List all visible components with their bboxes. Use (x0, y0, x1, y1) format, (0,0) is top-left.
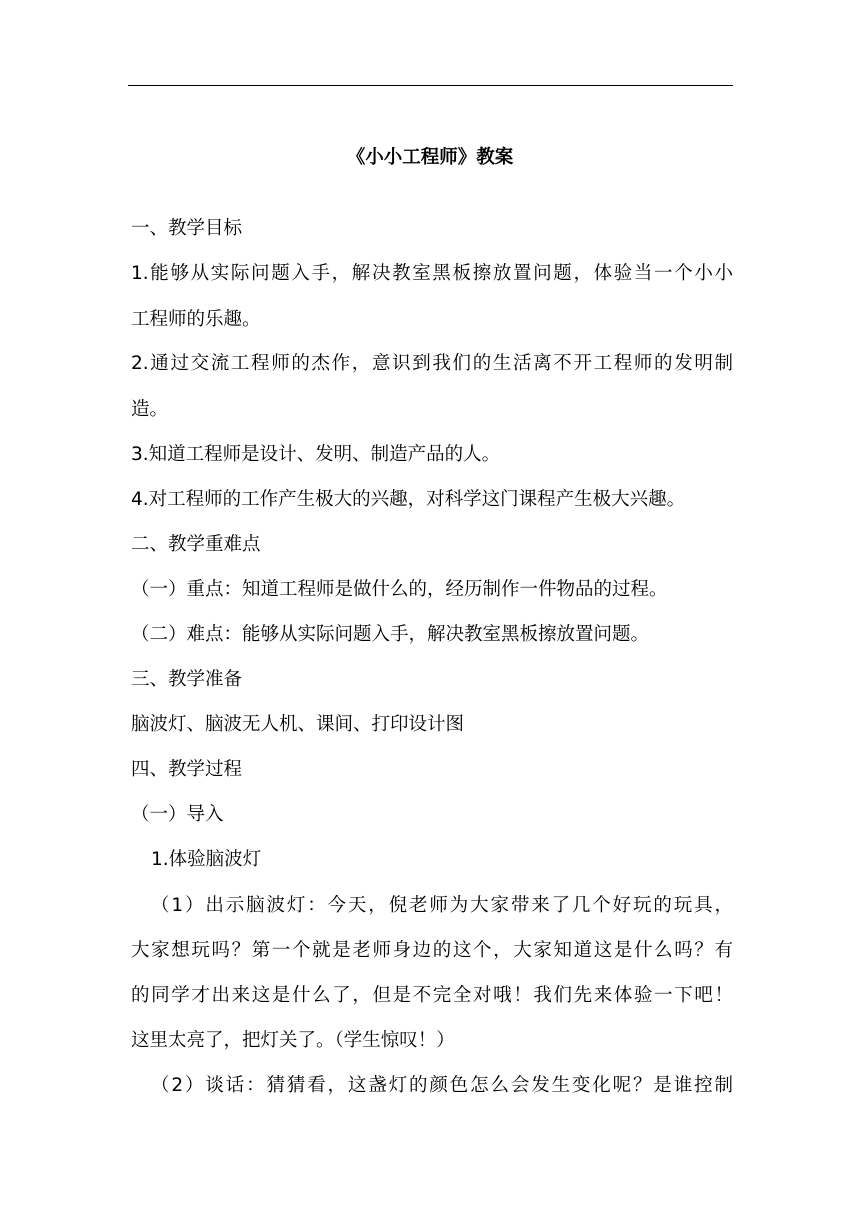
paragraph-line: （一）重点：知道工程师是做什么的，经历制作一件物品的过程。 (131, 579, 668, 600)
section-heading-process: 四、教学过程 (131, 759, 243, 780)
header-rule (128, 85, 733, 86)
paragraph-line: （2）谈话：猜猜看，这盏灯的颜色怎么会发生变化呢？是谁控制 (151, 1075, 733, 1096)
paragraph-line: 造。 (131, 399, 169, 420)
paragraph-line: 脑波灯、脑波无人机、课间、打印设计图 (131, 714, 465, 735)
paragraph-line: 1.能够从实际问题入手，解决教室黑板擦放置问题，体验当一个小小 (131, 263, 733, 284)
paragraph-line: 4.对工程师的工作产生极大的兴趣，对科学这门课程产生极大兴趣。 (131, 489, 686, 510)
section-heading-preparation: 三、教学准备 (131, 669, 243, 690)
paragraph-line: 3.知道工程师是设计、发明、制造产品的人。 (131, 444, 501, 465)
paragraph-line: 2.通过交流工程师的杰作，意识到我们的生活离不开工程师的发明制 (131, 353, 733, 374)
section-heading-key-points: 二、教学重难点 (131, 534, 261, 555)
section-heading-objectives: 一、教学目标 (131, 218, 243, 239)
subsection-heading: （一）导入 (131, 804, 224, 825)
paragraph-line: （1）出示脑波灯：今天，倪老师为大家带来了几个好玩的玩具， (151, 895, 733, 916)
subsection-item: 1.体验脑波灯 (151, 849, 262, 870)
paragraph-line: 大家想玩吗？第一个就是老师身边的这个，大家知道这是什么吗？有 (131, 940, 733, 961)
paragraph-line: 的同学才出来这是什么了，但是不完全对哦！我们先来体验一下吧！ (131, 985, 733, 1006)
paragraph-line: （二）难点：能够从实际问题入手，解决教室黑板擦放置问题。 (131, 624, 650, 645)
paragraph-line: 工程师的乐趣。 (131, 309, 261, 330)
document-title: 《小小工程师》教案 (346, 147, 514, 168)
paragraph-line: 这里太亮了，把灯关了。（学生惊叹！） (131, 1030, 455, 1051)
